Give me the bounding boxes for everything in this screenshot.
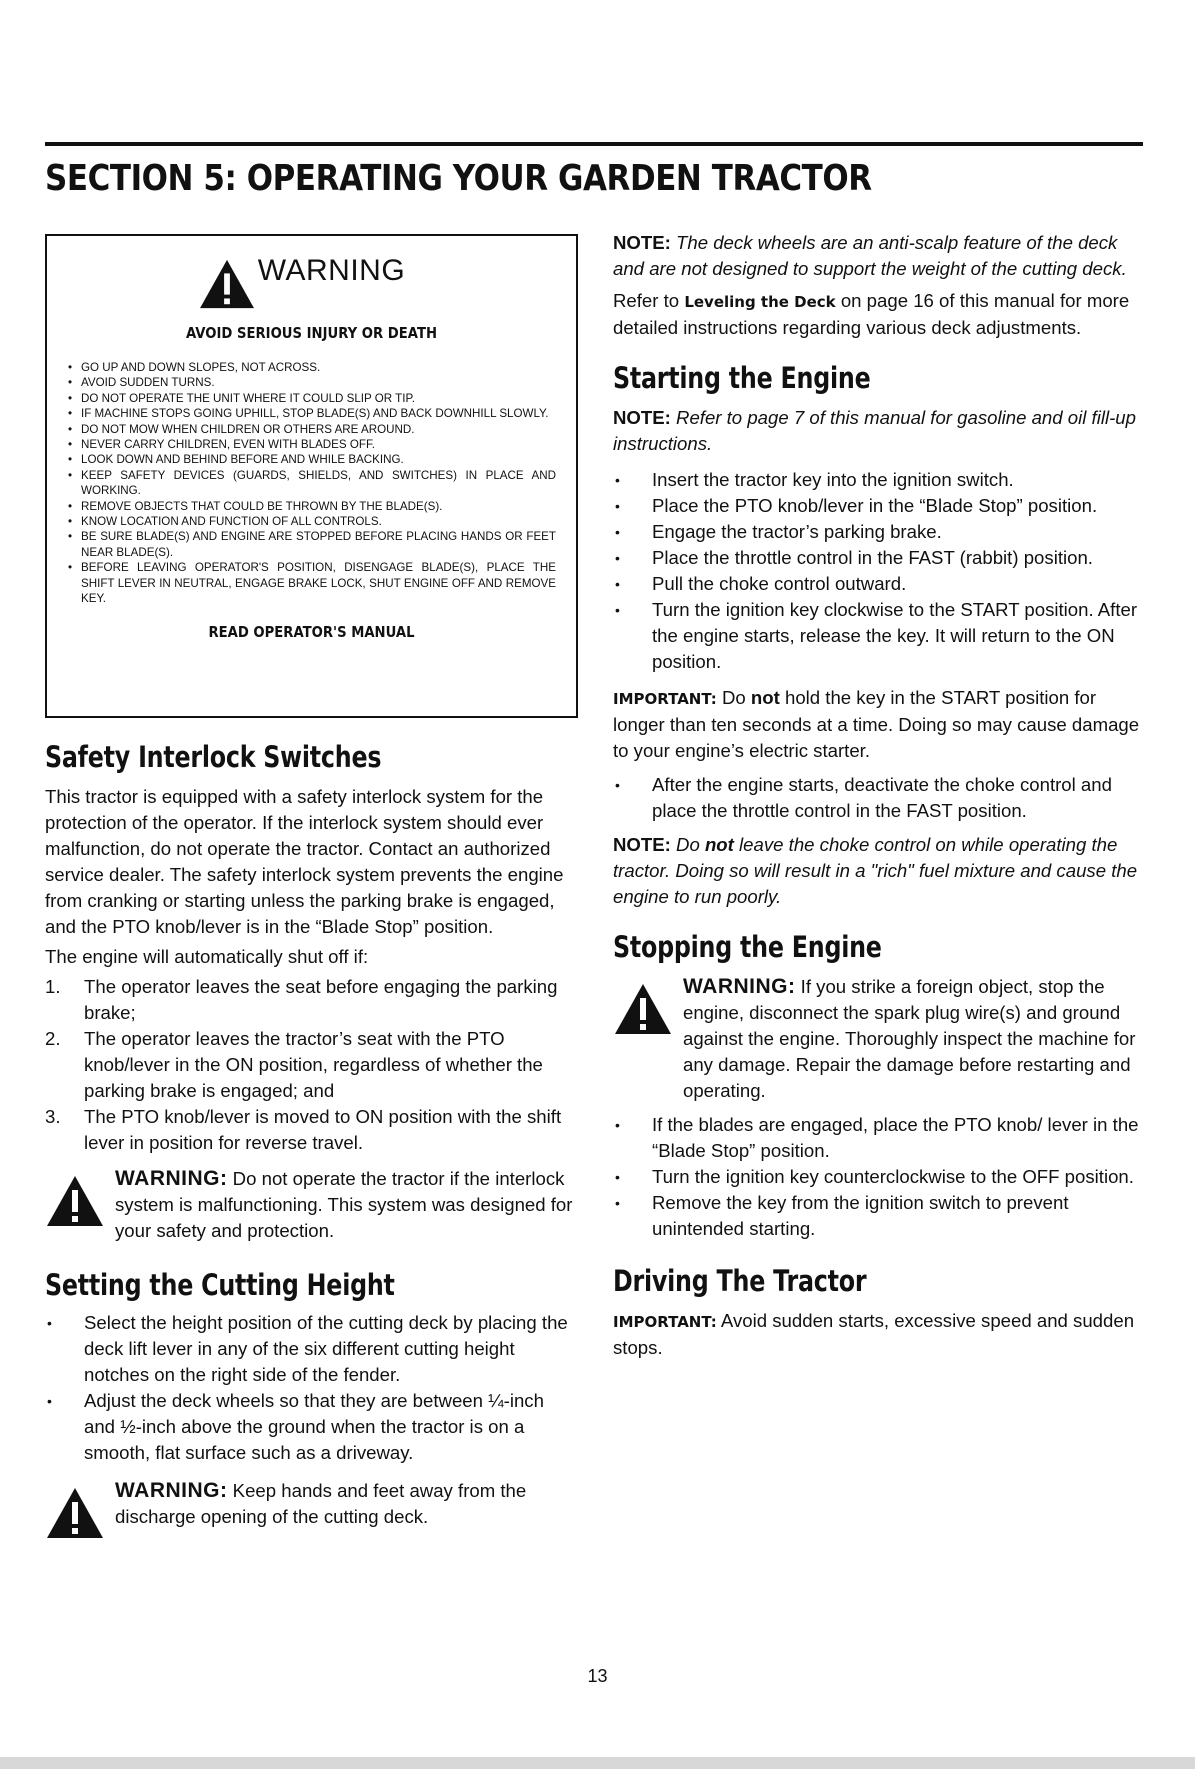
list-item: • After the engine starts, deactivate the choke control and place the throttle control in the FAST position. <box>613 772 1143 824</box>
warning-box-list <box>67 360 556 607</box>
list-item: • KNOW LOCATION AND FUNCTION OF ALL CONTROLS. <box>67 514 556 529</box>
list-item: • BEFORE LEAVING OPERATOR'S POSITION, DISENGAGE BLADE(S), PLACE THE SHIFT LEVER IN NEUTRAL, ENGAGE BRAKE LOCK, SHUT ENGINE OFF AND REMOVE KEY. <box>67 560 556 606</box>
warning-text: If you strike a foreign object, stop the engine, disconnect the spark plug wire(s) and ground against the engine. Thoroughly inspect the machine for any damage. Repair the damage before restarting and operating. <box>683 976 1136 1101</box>
list-item: • IF MACHINE STOPS GOING UPHILL, STOP BLADE(S) AND BACK DOWNHILL SLOWLY. <box>67 406 556 421</box>
right-column <box>613 230 1143 1361</box>
interlock-warning <box>45 1166 578 1244</box>
list-item <box>45 974 578 1026</box>
heading-stopping-engine: Stopping the Engine <box>613 930 882 964</box>
warning-box-subtitle: AVOID SERIOUS INJURY OR DEATH <box>185 324 438 342</box>
list-item <box>45 1026 578 1104</box>
heading-cutting-height: Setting the Cutting Height <box>45 1268 395 1302</box>
shutoff-conditions-list <box>45 974 578 1156</box>
list-text: The operator leaves the seat before engaging the parking brake; <box>84 976 558 1023</box>
list-item: • GO UP AND DOWN SLOPES, NOT ACROSS. <box>67 360 556 375</box>
warning-label: WARNING: <box>115 1167 228 1190</box>
list-item: • If the blades are engaged, place the PTO knob/ lever in the “Blade Stop” position. <box>613 1112 1143 1164</box>
list-item: • BE SURE BLADE(S) AND ENGINE ARE STOPPED BEFORE PLACING HANDS OR FEET NEAR BLADE(S). <box>67 529 556 560</box>
warning-label: WARNING: <box>115 1479 228 1502</box>
list-item: • Turn the ignition key clockwise to the START position. After the engine starts, release the key. It will return to the ON position. <box>613 597 1143 675</box>
heading-starting-engine: Starting the Engine <box>613 361 871 395</box>
stopping-steps-list <box>613 1112 1143 1242</box>
list-item: • Remove the key from the ignition switch to prevent unintended starting. <box>613 1190 1143 1242</box>
starting-note <box>613 405 1143 457</box>
starting-important <box>613 685 1143 764</box>
warning-triangle-icon <box>198 258 256 310</box>
warning-text: Keep hands and feet away from the discharge opening of the cutting deck. <box>115 1480 527 1527</box>
list-text: The operator leaves the tractor’s seat with the PTO knob/lever in the ON position, regardless of whether the parking brake is engaged; and <box>84 1028 543 1101</box>
left-column <box>45 234 578 1530</box>
warning-box <box>45 234 578 718</box>
list-item: • DO NOT MOW WHEN CHILDREN OR OTHERS ARE AROUND. <box>67 422 556 437</box>
warning-box-footer: READ OPERATOR'S MANUAL <box>208 622 415 641</box>
safety-interlock-paragraph: This tractor is equipped with a safety interlock system for the protection of the operator. If the interlock system should ever malfunction, do not operate the tractor. Contact an authorized service dealer. The safety interlock system prevents the engine from cranking or starting unless the parking brake is engaged, and the PTO knob/lever is in the “Blade Stop” position. <box>45 786 564 937</box>
scan-edge <box>0 1757 1195 1769</box>
note-text: Do <box>670 834 705 855</box>
note-emphasis: not <box>704 834 734 855</box>
shutoff-intro: The engine will automatically shut off if: <box>45 946 369 967</box>
important-label: IMPORTANT: <box>613 690 717 708</box>
warning-triangle-icon <box>613 982 673 1036</box>
cutting-height-list <box>45 1310 578 1466</box>
note-text: The deck wheels are an anti-scalp feature of the deck and are not designed to support the weight of the cutting deck. <box>613 232 1127 279</box>
list-item <box>45 1104 578 1156</box>
list-number: 3. <box>45 1106 61 1127</box>
list-item: • Engage the tractor’s parking brake. <box>613 519 1143 545</box>
list-item: • LOOK DOWN AND BEHIND BEFORE AND WHILE BACKING. <box>67 452 556 467</box>
list-item: • Adjust the deck wheels so that they are between ¼-inch and ½-inch above the ground when the tractor is on a smooth, flat surface such as a driveway. <box>45 1388 578 1466</box>
list-item: • KEEP SAFETY DEVICES (GUARDS, SHIELDS, AND SWITCHES) IN PLACE AND WORKING. <box>67 468 556 499</box>
list-item: • REMOVE OBJECTS THAT COULD BE THROWN BY THE BLADE(S). <box>67 499 556 514</box>
list-text: The PTO knob/lever is moved to ON position with the shift lever in position for reverse travel. <box>84 1106 562 1153</box>
list-item: • NEVER CARRY CHILDREN, EVEN WITH BLADES OFF. <box>67 437 556 452</box>
list-item: • DO NOT OPERATE THE UNIT WHERE IT COULD SLIP OR TIP. <box>67 391 556 406</box>
note-label: NOTE: <box>613 834 671 855</box>
warning-triangle-icon <box>45 1486 105 1540</box>
stopping-warning <box>613 974 1143 1104</box>
note-text: Refer to page 7 of this manual for gasoline and oil fill-up instructions. <box>613 407 1136 454</box>
starting-steps-list <box>613 467 1143 675</box>
list-item: • Insert the tractor key into the ignition switch. <box>613 467 1143 493</box>
list-item: • Turn the ignition key counterclockwise to the OFF position. <box>613 1164 1143 1190</box>
warning-box-header <box>47 254 556 310</box>
refer-paragraph <box>613 288 1143 341</box>
list-item: • AVOID SUDDEN TURNS. <box>67 375 556 390</box>
list-number: 1. <box>45 976 61 997</box>
warning-box-title: WARNING <box>257 254 406 287</box>
important-emphasis: not <box>750 687 780 708</box>
choke-note <box>613 832 1143 910</box>
page-number: 13 <box>587 1666 608 1686</box>
note-text: leave the choke control on while operating the tractor. Doing so will result in a "rich" fuel mixture and cause the engine to run poorly. <box>613 834 1138 907</box>
warning-triangle-icon <box>45 1174 105 1228</box>
list-item: • Pull the choke control outward. <box>613 571 1143 597</box>
note-label: NOTE: <box>613 407 671 428</box>
refer-text: Refer to <box>613 290 685 311</box>
top-rule <box>45 142 1143 146</box>
heading-driving-tractor: Driving The Tractor <box>613 1264 867 1298</box>
driving-important <box>613 1308 1143 1361</box>
refer-link-leveling-deck: Leveling the Deck <box>684 293 836 311</box>
list-number: 2. <box>45 1028 61 1049</box>
list-item: • Place the PTO knob/lever in the “Blade Stop” position. <box>613 493 1143 519</box>
important-text: hold the key in the START position for longer than ten seconds at a time. Doing so may cause damage to your engine’s electric starter. <box>613 687 1140 761</box>
important-text: Do <box>716 687 751 708</box>
important-label: IMPORTANT: <box>613 1313 717 1331</box>
note-label: NOTE: <box>613 232 671 253</box>
deck-wheels-note <box>613 230 1143 282</box>
warning-text: Do not operate the tractor if the interlock system is malfunctioning. This system was designed for your safety and protection. <box>115 1168 573 1241</box>
cutting-warning <box>45 1478 578 1530</box>
refer-text: on page 16 of this manual for more detailed instructions regarding various deck adjustments. <box>613 290 1130 338</box>
after-start-list <box>613 772 1143 824</box>
list-item: • Place the throttle control in the FAST (rabbit) position. <box>613 545 1143 571</box>
list-item: • Select the height position of the cutting deck by placing the deck lift lever in any of the six different cutting height notches on the right side of the fender. <box>45 1310 578 1388</box>
important-text: Avoid sudden starts, excessive speed and sudden stops. <box>613 1310 1135 1358</box>
warning-label: WARNING: <box>683 975 796 998</box>
heading-safety-interlock: Safety Interlock Switches <box>45 740 382 774</box>
section-title: SECTION 5: OPERATING YOUR GARDEN TRACTOR <box>45 158 872 199</box>
